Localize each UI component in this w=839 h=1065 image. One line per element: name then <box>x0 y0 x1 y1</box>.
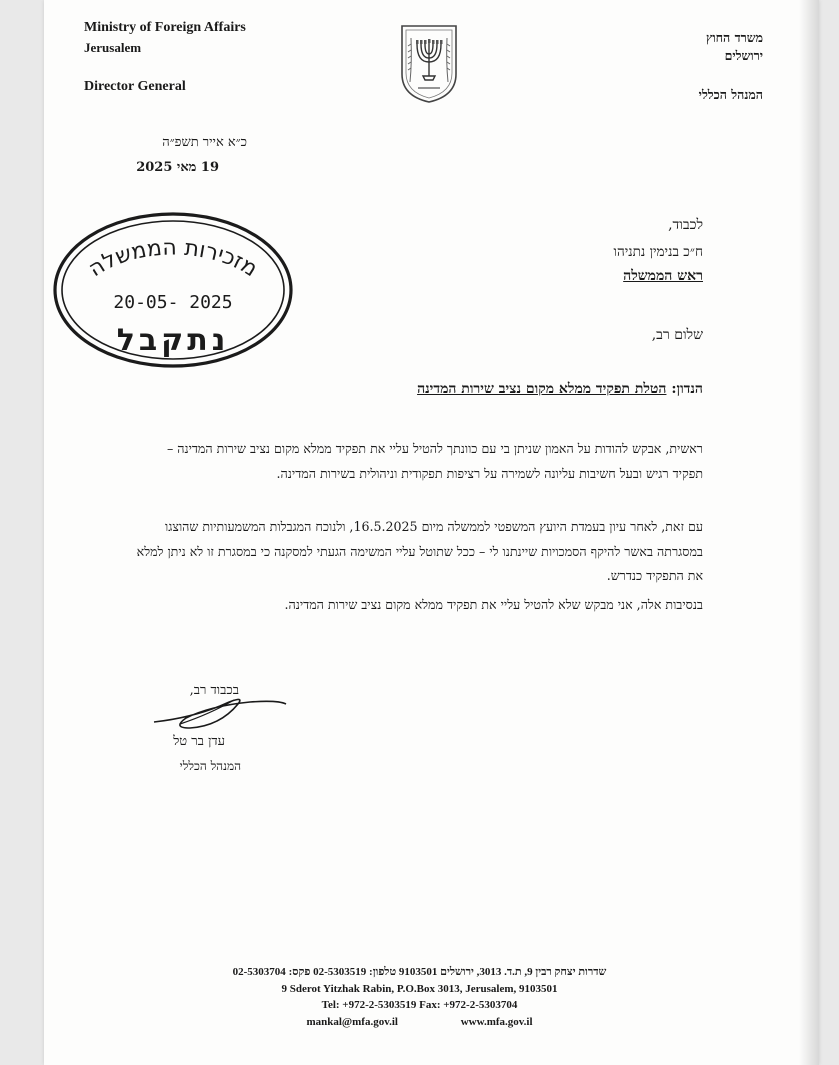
header-ministry-en: Ministry of Foreign Affairs <box>84 20 246 35</box>
header-city-en: Jerusalem <box>84 40 142 55</box>
footer-address-en: 9 Sderot Yitzhak Rabin, P.O.Box 3013, Jerusalem, 9103501 <box>281 983 558 995</box>
stamp-bottom-text: נתקבל <box>116 323 230 358</box>
footer-address-he: שדרות יצחק רבין 9, ת.ד. 3013, ירושלים 9103501 טלפון: 02-5303519 פקס: 02-5303704 <box>232 966 607 978</box>
state-emblem-icon <box>396 22 462 104</box>
header-office-en: Director General <box>84 79 186 94</box>
signer-name: עדן בר טל <box>173 734 225 749</box>
subject-text: הטלת תפקיד ממלא מקום נציב שירות המדינה <box>417 381 667 397</box>
date-hebrew: כ״א אייר תשפ״ה <box>162 135 247 150</box>
header-city-he: ירושלים <box>724 48 763 63</box>
footer-contacts <box>0 1016 839 1028</box>
handwritten-signature <box>150 688 290 738</box>
received-stamp <box>50 208 296 372</box>
stamp-date: 20-05- 2025 <box>113 292 233 313</box>
scan-edge-shadow <box>799 0 819 1065</box>
header-ministry-he: משרד החוץ <box>705 30 763 45</box>
svg-text:מזכירות הממשלה <box>84 235 261 282</box>
footer-website-link[interactable]: www.mfa.gov.il <box>460 1016 533 1028</box>
signer-title: המנהל הכללי <box>179 759 241 773</box>
footer-email-link[interactable]: mankal@mfa.gov.il <box>306 1016 398 1028</box>
addressee-title: ראש הממשלה <box>623 268 703 284</box>
addressee-name: ח״כ בנימין נתניהו <box>613 244 703 260</box>
closing-regards: בכבוד רב, <box>189 683 239 698</box>
body-paragraph-2: עם זאת, לאחר עיון בעמדת היועץ המשפטי לממשלה מיום 16.5.2025, ולנוכח המגבלות המשמעותיות שהוצגו במסגרתה באשר להיקף הסמכויות שיינתנו לי – ככל שתוטל עליי המשימה הגעתי למסקנה כי במסגרת זו לא ניתן למלא את התפקיד כנדרש. <box>136 519 703 583</box>
subject-label: הנדון: <box>671 381 703 397</box>
body-paragraph-3: בנסיבות אלה, אני מבקש שלא להטיל עליי את תפקיד ממלא מקום נציב שירות המדינה. <box>284 597 703 612</box>
stamp-top-text: מזכירות הממשלה <box>84 235 262 283</box>
header-office-he: המנהל הכללי <box>698 87 763 102</box>
footer-phone: Tel: +972-2-5303519 Fax: +972-2-5303704 <box>321 999 518 1011</box>
date-gregorian: 19 מאי 2025 <box>136 160 219 175</box>
body-paragraph-1: ראשית, אבקש להודות על האמון שניתן בי עם כוונתך להטיל עליי את תפקיד ממלא מקום נציב שירות המדינה – תפקיד רגיש ובעל חשיבות עליונה לשמירה על רציפות תפקודית וניהולית בשירות המדינה. <box>166 441 703 481</box>
subject-line <box>417 381 703 398</box>
addressee-salutation: לכבוד, <box>668 217 703 233</box>
greeting: שלום רב, <box>651 327 703 343</box>
